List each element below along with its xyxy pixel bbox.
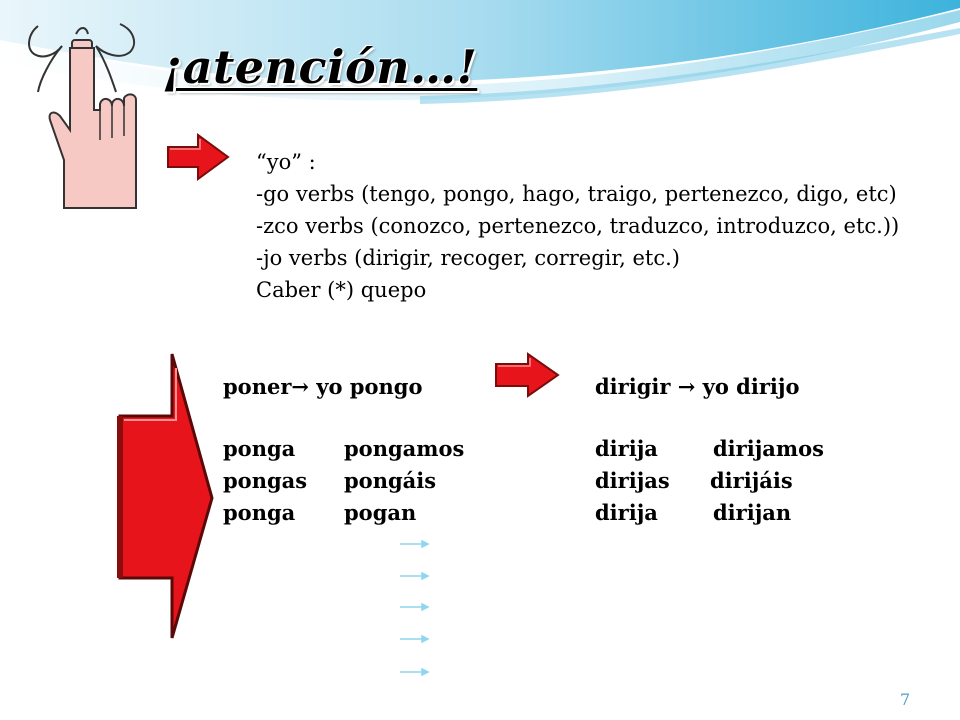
red-arrow-icon xyxy=(166,133,230,181)
poner-form: pongas xyxy=(223,468,308,493)
blue-arrows-column xyxy=(396,536,436,686)
notes-line-zco: -zco verbs (conozco, pertenezco, traduzco, introduzco, etc.)) xyxy=(256,214,900,238)
dirigir-form: dirija xyxy=(595,500,658,525)
page-title: ¡atención…! xyxy=(162,40,478,94)
notes-line-go: -go verbs (tengo, pongo, hago, traigo, pertenezco, digo, etc) xyxy=(256,182,897,206)
dirigir-form: dirijan xyxy=(713,500,792,525)
blue-arrow-icon xyxy=(400,604,428,610)
poner-form: ponga xyxy=(223,500,296,525)
big-red-arrow-icon xyxy=(116,350,216,642)
poner-form: ponga xyxy=(223,436,296,461)
blue-arrow-icon xyxy=(400,541,428,547)
poner-form: pogan xyxy=(344,500,417,525)
poner-header: poner→ yo pongo xyxy=(223,374,423,399)
dirigir-form: dirijamos xyxy=(713,436,824,461)
page-number: 7 xyxy=(900,690,911,709)
dirigir-form: dirijáis xyxy=(710,468,793,493)
dirigir-header: dirigir → yo dirijo xyxy=(595,374,800,399)
red-arrow-icon xyxy=(494,352,560,398)
poner-form: pongamos xyxy=(344,436,465,461)
notes-heading: “yo” : xyxy=(256,150,316,174)
finger-with-ribbon-icon xyxy=(20,20,145,210)
blue-arrow-icon xyxy=(400,636,428,642)
blue-arrow-icon xyxy=(400,573,428,579)
dirigir-form: dirija xyxy=(595,436,658,461)
yo-irregular-notes xyxy=(256,146,899,306)
notes-line-caber: Caber (*) quepo xyxy=(256,278,427,302)
poner-form: pongáis xyxy=(344,468,437,493)
notes-line-jo: -jo verbs (dirigir, recoger, corregir, etc.) xyxy=(256,246,680,270)
blue-arrow-icon xyxy=(400,669,428,675)
dirigir-form: dirijas xyxy=(595,468,670,493)
